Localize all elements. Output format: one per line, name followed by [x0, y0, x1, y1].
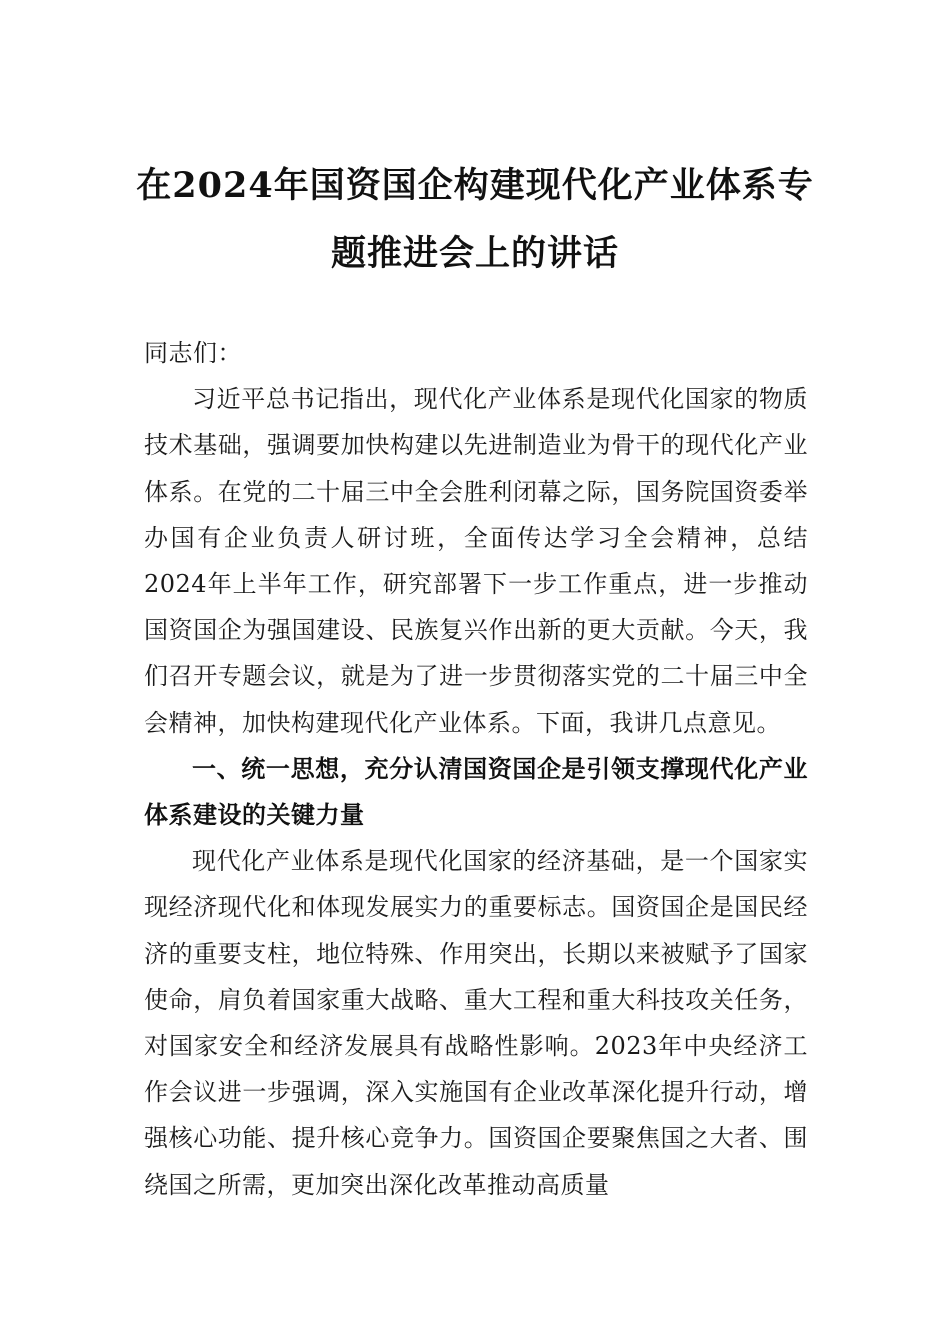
salutation: 同志们：	[144, 339, 242, 367]
body-paragraph-intro: 习近平总书记指出，现代化产业体系是现代化国家的物质技术基础，强调要加快构建以先进制造业为骨干的现代化产业体系。在党的二十届三中全会胜利闭幕之际，国务院国资委举办国有企业负责人研讨班，全面传达学习全会精神，总结2024年上半年工作，研究部署下一步工作重点，进一步推动国资国企为强国建设、民族复兴作出新的更大贡献。今天，我们召开专题会议，就是为了进一步贯彻落实党的二十届三中全会精神，加快构建现代化产业体系。下面，我讲几点意见。	[144, 385, 808, 737]
body-paragraph-section-1: 现代化产业体系是现代化国家的经济基础，是一个国家实现经济现代化和体现发展实力的重要标志。国资国企是国民经济的重要支柱，地位特殊、作用突出，长期以来被赋予了国家使命，肩负着国家重大战略、重大工程和重大科技攻关任务，对国家安全和经济发展具有战略性影响。2023年中央经济工作会议进一步强调，深入实施国有企业改革深化提升行动，增强核心功能、提升核心竞争力。国资国企要聚焦国之大者、围绕国之所需，更加突出深化改革推动高质量	[144, 847, 808, 1199]
document-body	[144, 330, 808, 1208]
section-heading-1: 一、统一思想，充分认清国资国企是引领支撑现代化产业体系建设的关键力量	[144, 754, 808, 830]
document-title: 在2024年国资国企构建现代化产业体系专题推进会上的讲话	[136, 165, 814, 274]
